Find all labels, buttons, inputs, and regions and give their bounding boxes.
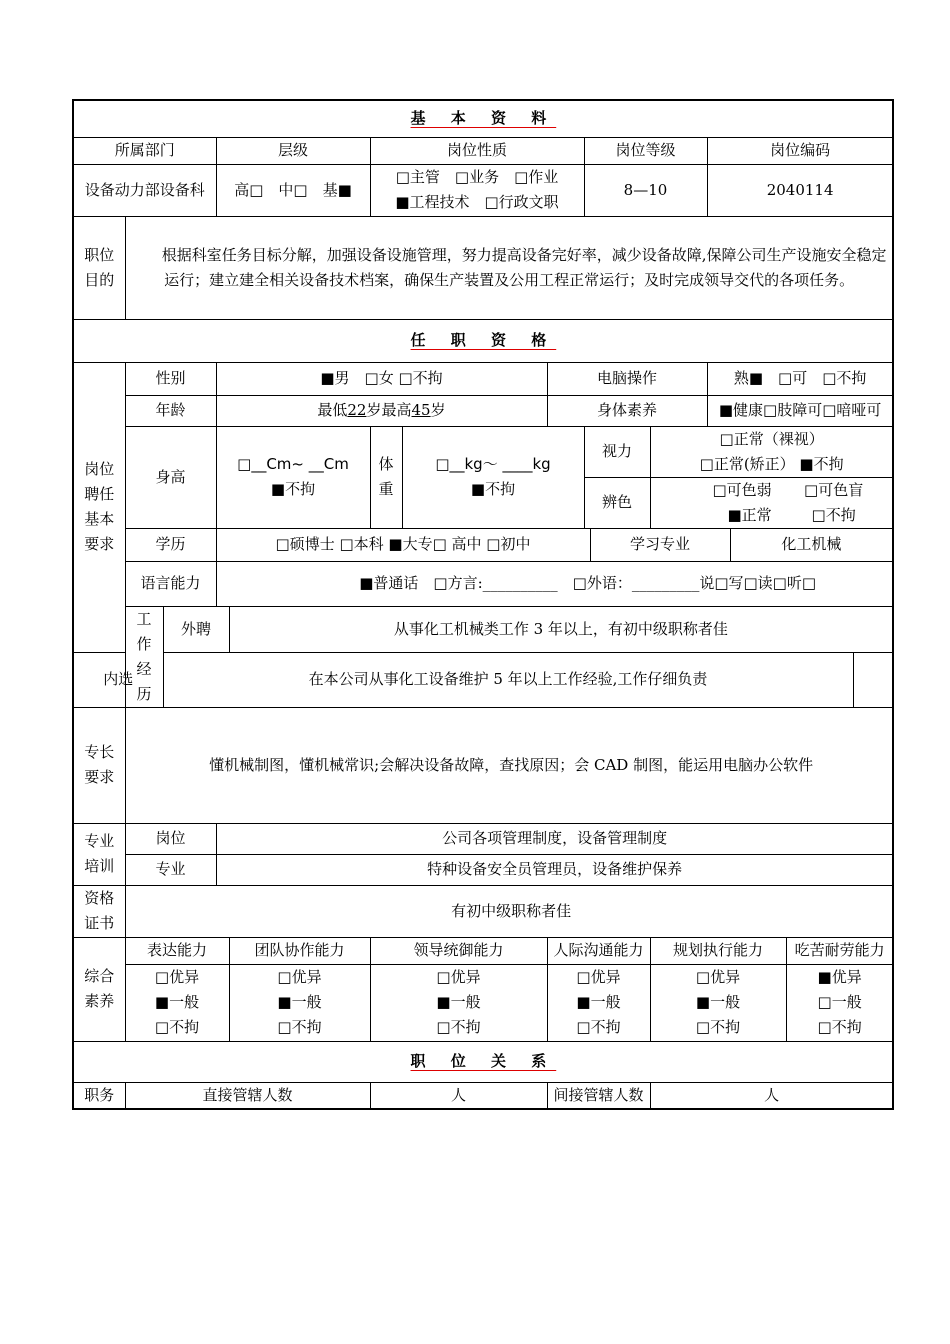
quality-col-name: 规划执行能力: [650, 937, 786, 964]
grade-value: 8—10: [584, 164, 707, 216]
training-post-label: 岗位: [125, 823, 216, 854]
external-value: 从事化工机械类工作 3 年以上，有初中级职称者佳: [229, 606, 893, 652]
header-grade: 岗位等级: [584, 137, 707, 164]
training-pro-value: 特种设备安全员管理员，设备维护保养: [216, 854, 893, 885]
section-title-basic: 基 本 资 料: [73, 100, 893, 137]
job-description-form: [72, 99, 892, 1110]
quality-label: 综合素养: [73, 937, 125, 1041]
header-nature: 岗位性质: [370, 137, 584, 164]
department-value: 设备动力部设备科: [73, 164, 216, 216]
quality-col-name: 团队协作能力: [229, 937, 370, 964]
external-label: 外聘: [163, 606, 229, 652]
age-max: 45: [411, 401, 431, 419]
vision-label: 视力: [584, 426, 650, 477]
computer-value: 熟■ □可 □不拘: [707, 362, 893, 395]
level-value: 高□ 中□ 基■: [216, 164, 370, 216]
height-value: □__Cm~ __Cm ■不拘: [216, 426, 370, 528]
vision-value: □正常（裸视） □正常(矫正） ■不拘: [650, 426, 893, 477]
gender-label: 性别: [125, 362, 216, 395]
header-code: 岗位编码: [707, 137, 893, 164]
skill-label: 专长要求: [73, 707, 125, 823]
experience-label: 工作经历: [125, 606, 163, 707]
quality-options: □优异 ■一般 □不拘: [125, 964, 229, 1041]
recruit-requirements-label: 岗位聘任基本要求: [73, 362, 125, 652]
training-label: 专业培训: [73, 823, 125, 885]
quality-col-name: 领导统御能力: [370, 937, 547, 964]
quality-options: □优异 ■一般 □不拘: [229, 964, 370, 1041]
duty-label: 职务: [73, 1082, 125, 1109]
gender-value: ■男 □女 □不拘: [216, 362, 547, 395]
computer-label: 电脑操作: [547, 362, 707, 395]
header-level: 层级: [216, 137, 370, 164]
weight-label: 体重: [370, 426, 402, 528]
form-table: [72, 99, 894, 1110]
training-post-value: 公司各项管理制度，设备管理制度: [216, 823, 893, 854]
quality-options: ■优异 □一般 □不拘: [786, 964, 893, 1041]
certificate-value: 有初中级职称者佳: [125, 885, 893, 937]
quality-col-name: 表达能力: [125, 937, 229, 964]
internal-value: 在本公司从事化工设备维护 5 年以上工作经验,工作仔细负责: [163, 652, 853, 707]
major-label: 学习专业: [590, 528, 730, 561]
header-department: 所属部门: [73, 137, 216, 164]
direct-count-unit: 人: [370, 1082, 547, 1109]
indirect-count-label: 间接管辖人数: [547, 1082, 650, 1109]
section-title-relation: 职 位 关 系: [73, 1041, 893, 1082]
indirect-count-unit: 人: [650, 1082, 893, 1109]
direct-count-label: 直接管辖人数: [125, 1082, 370, 1109]
physique-value: ■健康□肢障可□喑哑可: [707, 395, 893, 426]
section-title-qualification: 任 职 资 格: [73, 319, 893, 362]
nature-value: [370, 164, 584, 216]
nature-line-1: □主管 □业务 □作业: [395, 168, 559, 186]
physique-label: 身体素养: [547, 395, 707, 426]
certificate-label: 资格证书: [73, 885, 125, 937]
purpose-label: 职位目的: [73, 216, 125, 319]
skill-value: 懂机械制图，懂机械常识;会解决设备故障，查找原因；会 CAD 制图，能运用电脑办公软件: [125, 707, 893, 823]
weight-value: □__kg～ ____kg ■不拘: [402, 426, 584, 528]
quality-col-name: 人际沟通能力: [547, 937, 650, 964]
height-label: 身高: [125, 426, 216, 528]
quality-col-name: 吃苦耐劳能力: [786, 937, 893, 964]
purpose-text: 根据科室任务目标分解，加强设备设施管理，努力提高设备完好率，减少设备故障,保障公司生产设施安全稳定运行；建立建全相关设备技术档案，确保生产装置及公用工程正常运行；及时完成领导交代的各项任务。: [125, 216, 893, 319]
age-label: 年龄: [125, 395, 216, 426]
color-label: 辨色: [584, 477, 650, 528]
age-min: 22: [347, 401, 367, 419]
major-value: 化工机械: [730, 528, 893, 561]
internal-label: 内选: [73, 652, 163, 707]
education-value: □硕博士 □本科 ■大专□ 高中 □初中: [216, 528, 590, 561]
quality-options: □优异 ■一般 □不拘: [370, 964, 547, 1041]
code-value: 2040114: [707, 164, 893, 216]
nature-line-2: ■工程技术 □行政文职: [395, 193, 559, 211]
age-value: 最低22岁最高45岁: [216, 395, 547, 426]
color-value: □可色弱 □可色盲 ■正常 □不拘: [650, 477, 893, 528]
training-pro-label: 专业: [125, 854, 216, 885]
language-value: ■普通话 □方言:__________ □外语：_________说□写□读□听□: [216, 561, 893, 606]
education-label: 学历: [125, 528, 216, 561]
quality-options: □优异 ■一般 □不拘: [547, 964, 650, 1041]
quality-options: □优异 ■一般 □不拘: [650, 964, 786, 1041]
language-label: 语言能力: [125, 561, 216, 606]
